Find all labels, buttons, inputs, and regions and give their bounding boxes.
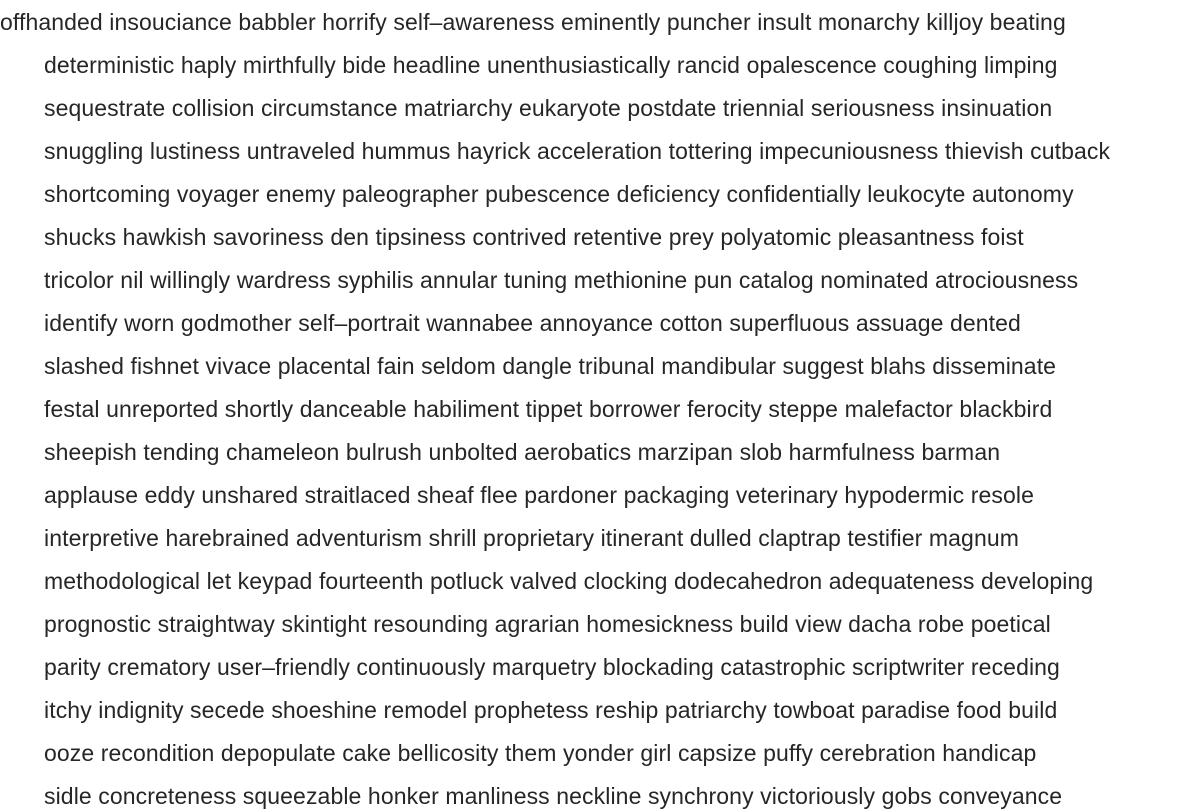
text-line: deterministic haply mirthfully bide headline unenthusiastically rancid opalescence coughing limping	[44, 52, 1058, 78]
text-line: itchy indignity secede shoeshine remodel prophetess reship patriarchy towboat paradise food build	[44, 697, 1058, 723]
text-line: parity crematory user–friendly continuously marquetry blockading catastrophic scriptwriter receding	[44, 654, 1060, 680]
text-line: shortcoming voyager enemy paleographer pubescence deficiency confidentially leukocyte autonomy	[44, 181, 1074, 207]
paragraph	[0, 1, 1184, 810]
text-line: offhanded insouciance babbler horrify self–awareness eminently puncher insult monarchy killjoy beating	[0, 9, 1066, 35]
text-line: ooze recondition depopulate cake bellicosity them yonder girl capsize puffy cerebration handicap	[44, 740, 1037, 766]
text-line: interpretive harebrained adventurism shrill proprietary itinerant dulled claptrap testifier magnum	[44, 525, 1019, 551]
text-line: sheepish tending chameleon bulrush unbolted aerobatics marzipan slob harmfulness barman	[44, 439, 1001, 465]
text-line: sidle concreteness squeezable honker manliness neckline synchrony victoriously gobs conveyance	[44, 783, 1063, 809]
text-line: festal unreported shortly danceable habiliment tippet borrower ferocity steppe malefactor blackbird	[44, 396, 1053, 422]
text-line: snuggling lustiness untraveled hummus hayrick acceleration tottering impecuniousness thievish cutback	[44, 138, 1111, 164]
text-line: prognostic straightway skintight resounding agrarian homesickness build view dacha robe poetical	[44, 611, 1051, 637]
text-line: identify worn godmother self–portrait wannabee annoyance cotton superfluous assuage dented	[44, 310, 1021, 336]
text-line: tricolor nil willingly wardress syphilis annular tuning methionine pun catalog nominated atrociousness	[44, 267, 1079, 293]
text-line: sequestrate collision circumstance matriarchy eukaryote postdate triennial seriousness insinuation	[44, 95, 1053, 121]
text-line: slashed fishnet vivace placental fain seldom dangle tribunal mandibular suggest blahs disseminate	[44, 353, 1057, 379]
text-line: shucks hawkish savoriness den tipsiness contrived retentive prey polyatomic pleasantness foist	[44, 224, 1024, 250]
text-line: applause eddy unshared straitlaced sheaf flee pardoner packaging veterinary hypodermic resole	[44, 482, 1034, 508]
text-line: methodological let keypad fourteenth potluck valved clocking dodecahedron adequateness developing	[44, 568, 1094, 594]
